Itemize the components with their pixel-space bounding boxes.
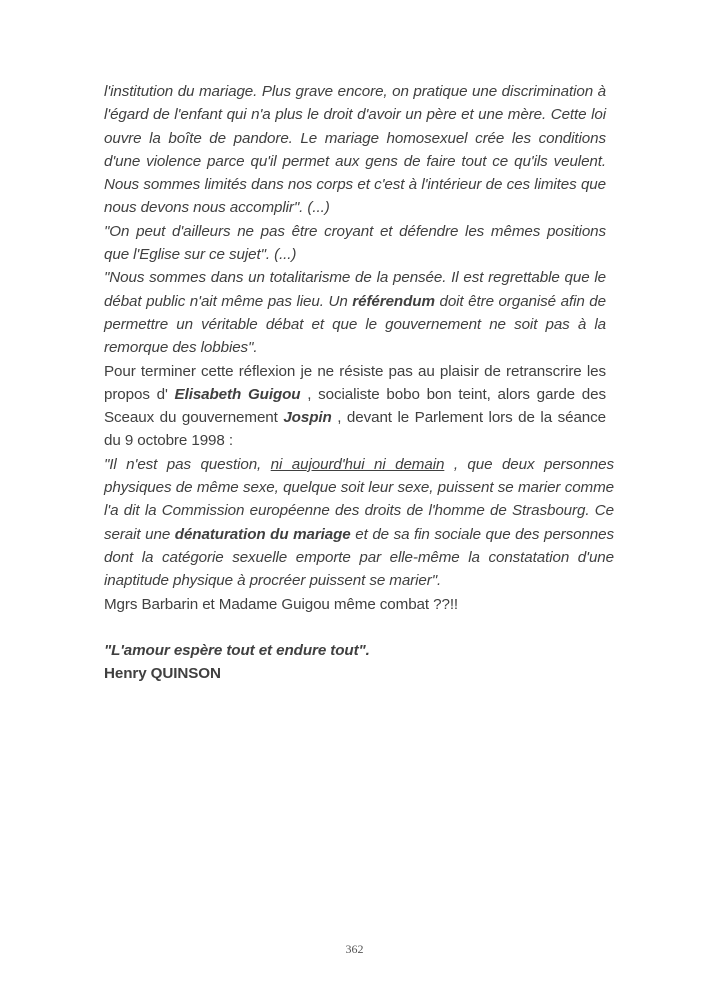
paragraph-5 [104, 453, 614, 593]
page-body [104, 80, 614, 686]
paragraph-6 [104, 593, 606, 616]
paragraph-4-text-c: , socialiste bobo bon teint, alors garde des Sceaux du gouvernement [104, 385, 606, 427]
paragraph-4 [104, 360, 606, 453]
paragraph-1 [104, 80, 606, 220]
paragraph-4-text-a: Pour terminer cette réflexion je ne résiste pas au plaisir de retranscrire les propos d' [104, 362, 606, 403]
paragraph-3-emphasis-referendum: référendum [352, 292, 435, 310]
paragraph-5-underlined-phrase: ni aujourd'hui ni demain [270, 455, 445, 473]
paragraph-5-text-a: "Il n'est pas question, [104, 455, 271, 473]
paragraph-4-name-jospin: Jospin [283, 409, 332, 427]
paragraph-3 [104, 266, 606, 359]
paragraph-5-text-e: et de sa fin sociale que des personnes dont la catégorie sexuelle emporte par elle-même la constatation d'une inaptitude physique à procréer puissent se marier". [104, 525, 614, 590]
paragraph-5-emphasis-denaturation: dénaturation du mariage [174, 525, 351, 543]
paragraph-2 [104, 220, 606, 267]
paragraph-2-text: "On peut d'ailleurs ne pas être croyant et défendre les mêmes positions que l'Eglise sur ce sujet". (...) [104, 222, 606, 264]
page-number: 362 [345, 942, 364, 956]
paragraph-4-name-guigou: Elisabeth Guigou [174, 385, 301, 403]
closing-quote: "L'amour espère tout et endure tout". [104, 642, 370, 660]
author-signature: Henry QUINSON [104, 665, 221, 683]
paragraph-1-text: l'institution du mariage. Plus grave encore, on pratique une discrimination à l'égard de l'enfant qui n'a plus le droit d'avoir un père et une mère. Cette loi ouvre la boîte de pandore. Le mariage homosexuel crée les conditions d'une violence parce qu'il permet aux gens de faire tout ce qu'ils veulent. Nous sommes limités dans nos corps et c'est à l'intérieur de ces limites que nous devons nous accomplir". (...) [104, 83, 606, 217]
paragraph-3-text-a: "Nous sommes dans un totalitarisme de la pensée. Il est regrettable que le débat public n'ait même pas lieu. Un [104, 269, 606, 310]
paragraph-5-text-c: , que deux personnes physiques de même sexe, quelque soit leur sexe, puissent se marier comme l'a dit la Commission européenne des droits de l'homme de Strasbourg. Ce serait une [104, 455, 614, 543]
blank-line [104, 616, 606, 639]
paragraph-4-text-e: , devant le Parlement lors de la séance du 9 octobre 1998 : [104, 409, 606, 450]
paragraph-6-text: Mgrs Barbarin et Madame Guigou même combat ??!! [104, 595, 459, 613]
paragraph-3-text-c: doit être organisé afin de permettre un véritable débat et que le gouvernement ne soit pas à la remorque des lobbies". [104, 292, 606, 357]
